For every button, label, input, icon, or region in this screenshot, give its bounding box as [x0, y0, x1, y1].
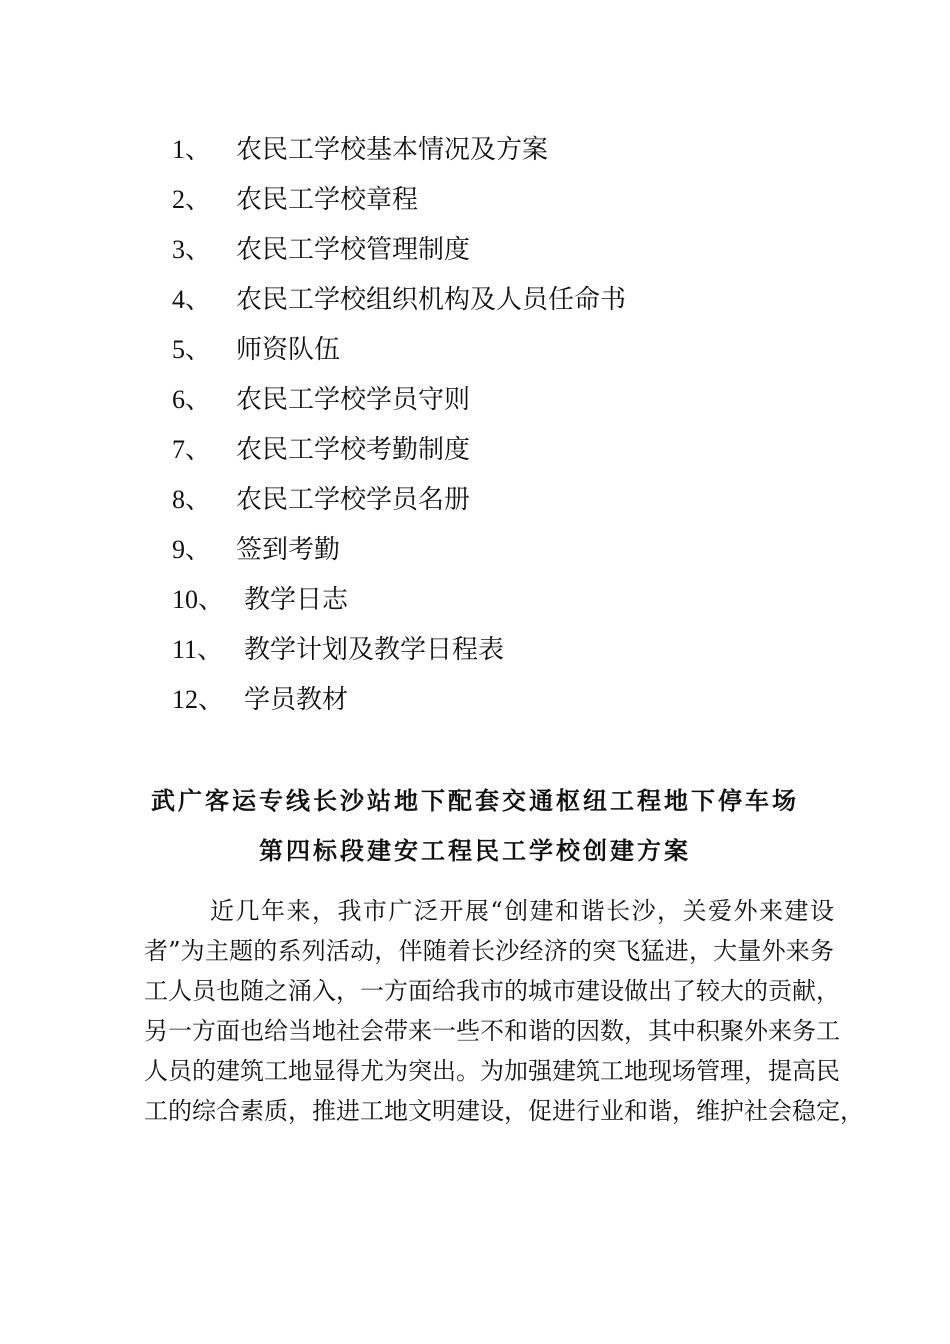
toc-item-number: 8、	[172, 485, 212, 514]
toc-item-number: 7、	[172, 435, 212, 464]
toc-item-text: 签到考勤	[236, 535, 341, 565]
toc-item	[172, 625, 872, 675]
toc-item-text: 农民工学校章程	[236, 185, 419, 215]
toc-item	[172, 575, 872, 625]
toc-item-text: 农民工学校基本情况及方案	[236, 135, 549, 165]
toc-item-number: 9、	[172, 535, 212, 564]
document-body-paragraph	[144, 891, 864, 1131]
toc-item-text: 教学计划及教学日程表	[244, 635, 505, 665]
body-line: 者”为主题的系列活动，伴随着长沙经济的突飞猛进，大量外来务	[144, 937, 834, 965]
toc-item	[172, 275, 872, 325]
toc-item-number: 12、	[172, 685, 225, 714]
toc-item-number: 2、	[172, 185, 212, 214]
toc-item-text: 师资队伍	[236, 335, 341, 365]
body-line: 近几年来，我市广泛开展“创建和谐长沙，关爱外来建设	[210, 897, 834, 925]
body-line: 人员的建筑工地显得尤为突出。为加强建筑工地现场管理，提高民	[144, 1057, 840, 1085]
toc-item-text: 农民工学校组织机构及人员任命书	[236, 285, 627, 315]
toc-item-number: 1、	[172, 135, 212, 164]
toc-item-text: 农民工学校学员名册	[236, 485, 471, 515]
toc-item-text: 农民工学校学员守则	[236, 385, 471, 415]
toc-item-number: 5、	[172, 335, 212, 364]
toc-item	[172, 225, 872, 275]
toc-item	[172, 325, 872, 375]
toc-item-text: 农民工学校管理制度	[236, 235, 471, 265]
toc-item-number: 6、	[172, 385, 212, 414]
body-line: 另一方面也给当地社会带来一些不和谐的因数，其中积聚外来务工	[144, 1017, 840, 1045]
toc-item-number: 11、	[172, 635, 224, 664]
toc-item-text: 农民工学校考勤制度	[236, 435, 471, 465]
table-of-contents	[172, 125, 872, 725]
toc-item-number: 10、	[172, 585, 225, 614]
body-line: 工的综合素质，推进工地文明建设，促进行业和谐，维护社会稳定，	[144, 1097, 864, 1125]
toc-item	[172, 125, 872, 175]
toc-item	[172, 475, 872, 525]
toc-item-text: 学员教材	[244, 685, 349, 715]
toc-item	[172, 375, 872, 425]
toc-item	[172, 175, 872, 225]
toc-item-number: 4、	[172, 285, 212, 314]
toc-item-text: 教学日志	[244, 585, 349, 615]
toc-item	[172, 425, 872, 475]
toc-item	[172, 525, 872, 575]
document-title-line-2: 第四标段建安工程民工学校创建方案	[259, 836, 691, 865]
body-line: 工人员也随之涌入，一方面给我市的城市建设做出了较大的贡献，	[144, 977, 840, 1005]
document-title-line-1: 武广客运专线长沙站地下配套交通枢纽工程地下停车场	[151, 786, 799, 815]
toc-item-number: 3、	[172, 235, 212, 264]
toc-item	[172, 675, 872, 725]
